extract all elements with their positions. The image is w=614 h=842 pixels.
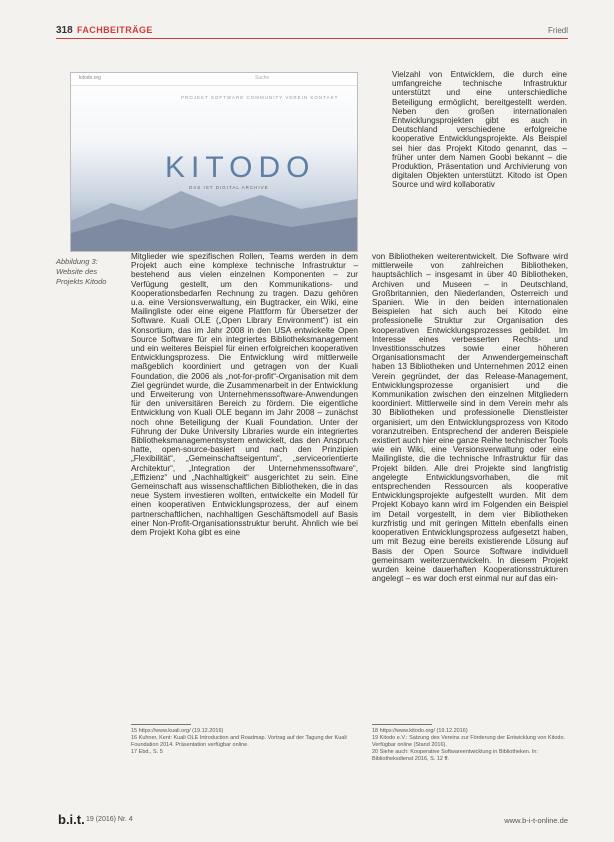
section-label: FACHBEITRÄGE: [77, 25, 153, 35]
footnote-rule-left: [131, 724, 191, 725]
footnote: 15 https://www.kuali.org/ (19.12.2016): [131, 728, 224, 734]
paragraph: Mitglieder wie spezifischen Rollen, Teams werden in dem Projekt auch eine komplexe technische Infrastruktur – bestehend aus vielen einzelnen Komponenten – zur Verfügung gestellt, um den Kommunikations- und Kooperationsbedarfen Rechnung zu tragen. Dazu gehören u.a. eine Versionsverwaltung, ein Bugtracker, ein Wiki, eine Mailingliste oder eine eigene Plattform für Übersetzer der Software. Kuali OLE („Open Library Environment“) ist ein Konsortium, das im Jahr 2008 in den USA entwickelte Open Source Software für ein integriertes Bibliotheksmanagement und ein weiteres Beispiel für einen erfolgreichen kooperativen Entwicklungsprozess. Die Entwicklung wird mittlerweile maßgeblich koordiniert und getragen von der Kuali Foundation, die 2006 als „not-for-profit“-Organisation mit dem Ziel gegründet wurde, die Zusammenarbeit in der Entwicklung und Erweiterung von Unternehmenssoftware-Anwendungen für den universitären Bereich zu fördern. Die eigentliche Entwicklung von Kuali OLE begann im Jahr 2008 – zunächst noch ohne Beteiligung der Kuali Foundation. Unter der Führung der Duke University Libraries wurde ein integriertes Bibliotheksmanagementsystem entwickelt, das den Anspruch hatte, open-source-basiert und nach den Prinzipien „Flexibilität“, „Gemeinschaftseigentum“, „serviceorientierte Architektur“, „Integration der Unternehmenssoftware“, „Effizienz“ und „Nachhaltigkeit“ ausgerichtet zu sein. Eine Gemeinschaft aus wissenschaftlichen Bibliotheken, die in das neue System investieren wollten, entwickelte ein Modell für einen kooperativen Entwicklungsprozess, der auf einem partnerschaftlichen, nachhaltigen Geschäftsmodell auf Basis einer Non-Profit-Organisationsstruktur beruht. Ähnlich wie bei dem Projekt Koha gibt es eine: [131, 252, 358, 538]
mountain-image: [71, 181, 357, 251]
footnotes-right: [372, 728, 568, 763]
screenshot-nav-logo: kitodo.org: [79, 75, 101, 81]
footer-issue: 19 (2016) Nr. 4: [86, 816, 133, 823]
figure-caption: Abbildung 3: Website des Projekts Kitodo: [56, 257, 107, 286]
paragraph: von Bibliotheken weiterentwickelt. Die Software wird mittlerweile von zahlreichen Bibliotheken, hauptsächlich – insgesamt in über 40 Bibliotheken, Archiven und Museen – in Deutschland, Großbritannien, den Niederlanden, Österreich und Spanien. Wie in den beiden internationalen Beispielen hat sich auch bei Kitodo eine professionelle Struktur zur Organisation des kooperativen Entwicklungsprozesses gebildet. Im Interesse eines verbesserten Rechts- und Investitionsschutzes sowie einer höheren Organisationsmacht der Anwendergemeinschaft haben 13 Bibliotheken und Unternehmen 2012 einen Verein gegründet, der das Release-Management, Entwicklungsprozesse organisiert und die Kommunikation zwischen den einzelnen Mitgliedern koordiniert. Mittlerweile sind in dem Verein mehr als 30 Bibliotheken und professionelle Dienstleister organisiert, um den Entwicklungsprozess von Kitodo voranzutreiben. Entsprechend der anderen Beispiele existiert auch hier eine ganze Reihe technischer Tools wie ein Wiki, eine Versionsverwaltung oder eine Mailingliste, die die technische Infrastruktur für das Projekt bilden. Alle drei Projekte sind langfristig angelegte Entwicklungsvorhaben, die mit entsprechenden Ressourcen als kooperative Entwicklungsprojekte aufgestellt wurden. Mit dem Projekt Kobayo kann wird im Folgenden ein Beispiel im Detail vorgestellt, in dem vier Bibliotheken kurzfristig und mit geringen Mitteln ebenfalls einen kooperativen Entwicklungsprozess aufgesetzt haben, um mit Bezug eine bereits existierende Lösung auf Basis der Open Source Software individuell gemeinsam weiterzuentwickeln. In diesem Projekt wurden keine dauerhaften Kooperationsstrukturen angelegt – es war doch erst einmal nur auf das ein-: [372, 252, 568, 584]
screenshot-navbar: [71, 73, 357, 86]
footer-logo: b.i.t.: [58, 812, 85, 827]
screenshot-nav-search: Suche: [255, 75, 270, 81]
body-column-left: [131, 252, 358, 537]
screenshot-tagline: DAS IST DIGITAL ARCHIVE: [189, 185, 269, 190]
footnote: 19 Kitodo e.V.: Satzung des Vereins zur Förderung der Entwicklung von Kitodo. Verfügbar online (Stand 2016).: [372, 735, 566, 748]
footnote-rule-right: [372, 724, 432, 725]
page-number: 318: [56, 25, 73, 36]
footnote: 16 Kuhner, Kent: Kuali OLE Introduction and Roadmap. Vortrag auf der Tagung der Kuali Foundation 2014. Präsentation verfügbar online.: [131, 735, 347, 748]
footnote: 20 Siehe auch: Kooperative Softwareentwicklung in Bibliotheken. In: Bibliotheksdienst 2016, S. 12 ff.: [372, 749, 539, 762]
footnote: 18 https://www.kitodo.org/ (19.12.2016): [372, 728, 468, 734]
screenshot-nav-links: PROJEKT SOFTWARE COMMUNITY VEREIN KONTAKT: [181, 95, 339, 100]
running-head: Friedl: [547, 26, 568, 35]
header-rule: [56, 38, 568, 39]
body-column-right: [372, 252, 568, 583]
footnote: 17 Ebd., S. 5: [131, 749, 163, 755]
figure-website-screenshot: [70, 72, 358, 252]
kitodo-logo: KITODO: [165, 151, 316, 184]
footnotes-left: [131, 728, 358, 756]
paragraph: Vielzahl von Entwicklern, die durch eine umfangreiche technische Infrastruktur unterstützt und eine unterschiedliche Beteiligung ermöglicht, bereitgestellt werden. Neben den großen internationalen Entwicklungsprojekten gibt es auch in Deutschland verschiedene erfolgreiche kooperative Entwicklungsprojekte. Als Beispiel sei hier das Projekt Kitodo genannt, das – früher unter dem Namen Goobi bekannt – die Produktion, Präsentation und Archivierung von digitalen Objekten unterstützt. Kitodo ist Open Source und wird kollaborativ: [392, 70, 567, 190]
footer-url: www.b-i-t-online.de: [504, 816, 568, 825]
body-column-right-top: [392, 70, 567, 190]
